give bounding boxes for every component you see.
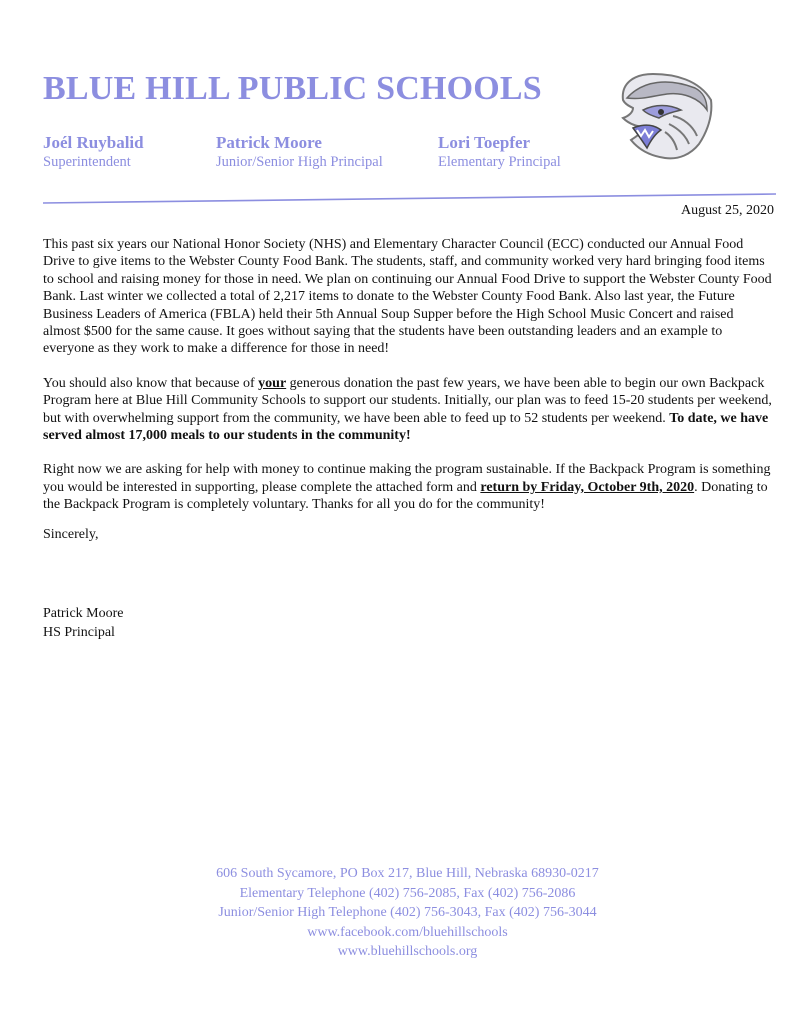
staff-name: Joél Ruybalid [43, 133, 144, 152]
signer-name: Patrick Moore [43, 606, 124, 621]
staff-hs-principal [216, 133, 383, 171]
letter-date: August 25, 2020 [681, 203, 774, 218]
return-deadline: return by Friday, October 9th, 2020 [480, 479, 695, 495]
text-run: You should also know that because of [43, 375, 259, 391]
school-name: BLUE HILL PUBLIC SCHOOLS [43, 70, 542, 107]
staff-superintendent [43, 133, 144, 171]
footer-facebook-link[interactable]: www.facebook.com/bluehillschools [307, 924, 508, 940]
closing: Sincerely, [43, 527, 99, 542]
wildcat-mascot-icon [603, 70, 715, 162]
paragraph-food-drive: This past six years our National Honor Society (NHS) and Elementary Character Council (ECC) conducted our Annual Food Drive to give items to the Webster County Food Bank. The students, staff, and community worked very hard bringing food items to school and raising money for those in need. We plan on continuing our Annual Food Drive to support the Webster County Food Bank. Last winter we collected a total of 2,217 items to donate to the Webster County Food Bank. Also last year, the Future Business Leaders of America (FBLA) held their 5th Annual Soup Supper before the High School Music Concert and raised almost $500 for the same cause. It goes without saying that the students have been outstanding leaders and an example to everyone as they work to make a difference for those in need! [43, 237, 772, 357]
footer-website-link[interactable]: www.bluehillschools.org [337, 944, 478, 959]
letter-body [43, 236, 773, 531]
signature-block [43, 604, 123, 642]
footer-elementary-phone: Elementary Telephone (402) 756-2085, Fax (402) 756-2086 [239, 885, 576, 901]
staff-elementary-principal [438, 133, 561, 171]
emphasis-your: your [258, 375, 287, 391]
staff-name: Lori Toepfer [438, 133, 531, 152]
meals-served-highlight: To date, we have served almost 17,000 meals to our students in the community! [43, 410, 769, 444]
footer-address: 606 South Sycamore, PO Box 217, Blue Hill, Nebraska 68930-0217 [216, 866, 599, 881]
text-run: Right now we are asking for help with money to continue making the program sustainable. If the Backpack Program is something you would be interested in supporting, please complete the attached form and [43, 462, 771, 495]
staff-name: Patrick Moore [216, 133, 322, 152]
staff-role: Junior/Senior High Principal [216, 154, 383, 170]
paragraph-request [43, 461, 773, 513]
staff-role: Elementary Principal [438, 154, 561, 170]
footer-contact [0, 864, 790, 962]
staff-role: Superintendent [43, 154, 131, 170]
footer-hs-phone: Junior/Senior High Telephone (402) 756-3043, Fax (402) 756-3044 [218, 905, 597, 920]
text-run: . Donating to the Backpack Program is completely voluntary. Thanks for all you do for the community! [43, 479, 768, 513]
signer-title: HS Principal [43, 625, 115, 640]
text-run: generous donation the past few years, we have been able to begin our own Backpack Program here at Blue Hill Community Schools to support our students. Initially, our plan was to feed 15-20 students per weekend, but with overwhelming support from the community, we have been able to feed up to 52 students per weekend. [43, 375, 772, 426]
paragraph-backpack-program [43, 375, 773, 445]
